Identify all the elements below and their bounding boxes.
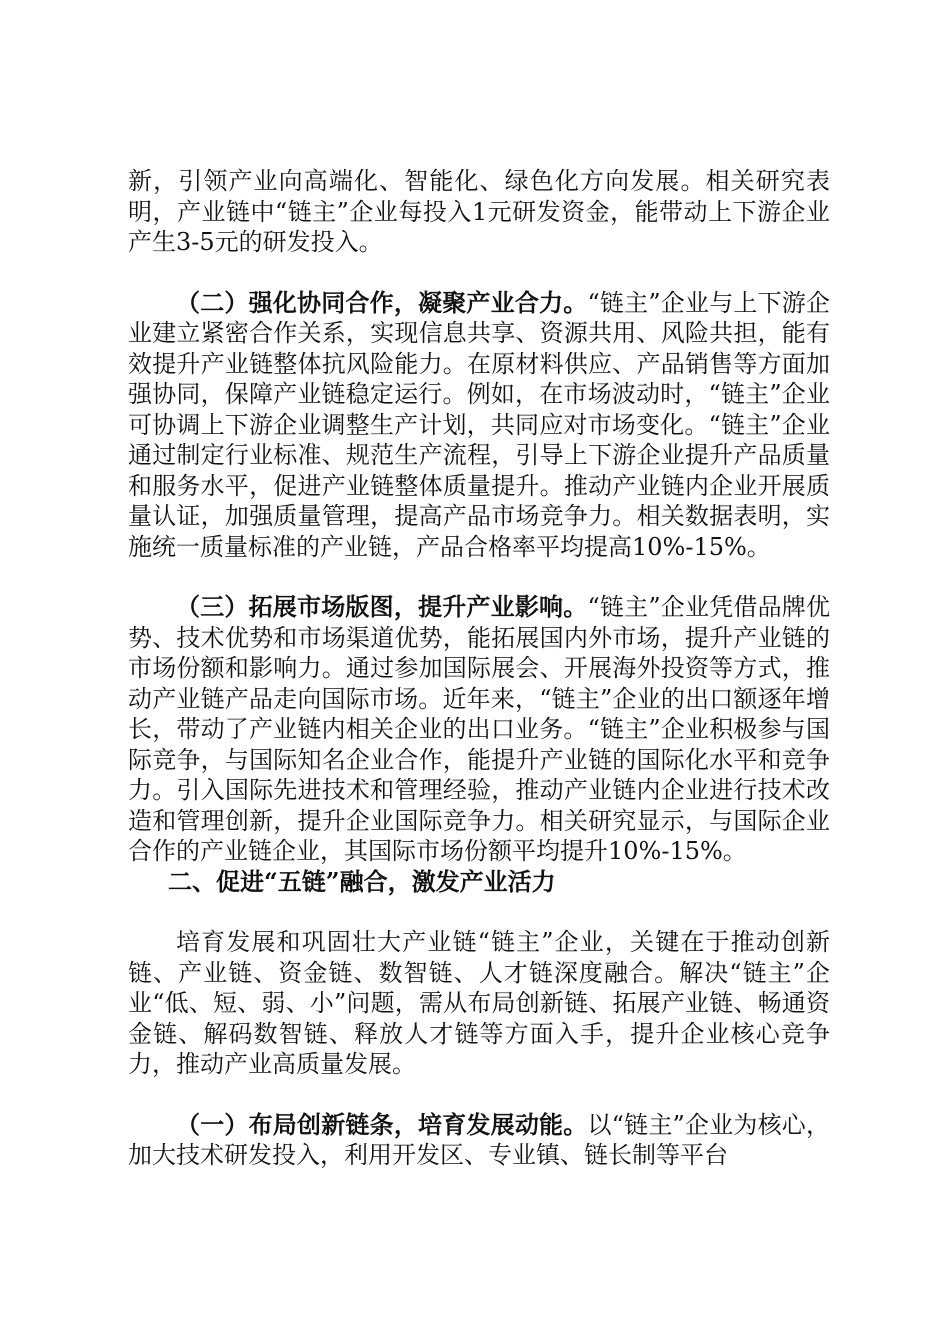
section-heading-five-chains: 二、促进“五链”融合，激发产业活力 [168,866,556,896]
section-title-market: （三）拓展市场版图，提升产业影响。 [176,592,588,621]
section-body-collaboration: “链主”企业与上下游企业建立紧密合作关系，实现信息共享、资源共用、风险共担，能有效提升产业链整体抗风险能力。在原材料供应、产品销售等方面加强协同，保障产业链稳定运行。例如，在市场波动时，“链主”企业可协调上下游企业调整生产计划，共同应对市场变化。“链主”企业通过制定行业标准、规范生产流程，引导上下游企业提升产品质量和服务水平，促进产业链整体质量提升。推动产业链内企业开展质量认证，加强质量管理，提高产品市场竞争力。相关数据表明，实施统一质量标准的产业链，产品合格率平均提高10%-15%。 [128,288,830,561]
paragraph-collaboration [128,288,830,563]
section-body-innovation: 以“链主”企业为核心，加大技术研发投入，利用开发区、专业镇、链长制等平台 [128,1110,830,1169]
document-page [128,166,830,1171]
paragraph-market [128,592,830,867]
paragraph-continuation: 新，引领产业向高端化、智能化、绿色化方向发展。相关研究表明，产业链中“链主”企业每投入1元研发资金，能带动上下游企业产生3-5元的研发投入。 [128,167,830,256]
paragraph-five-chains-intro: 培育发展和巩固壮大产业链“链主”企业，关键在于推动创新链、产业链、资金链、数智链、人才链深度融合。解决“链主”企业“低、短、弱、小”问题，需从布局创新链、拓展产业链、畅通资金链、解码数智链、释放人才链等方面入手，提升企业核心竞争力，推动产业高质量发展。 [128,928,830,1078]
paragraph-innovation-chain [128,1110,830,1171]
section-title-innovation: （一）布局创新链条，培育发展动能。 [176,1109,588,1139]
section-body-market: “链主”企业凭借品牌优势、技术优势和市场渠道优势，能拓展国内外市场，提升产业链的市场份额和影响力。通过参加国际展会、开展海外投资等方式，推动产业链产品走向国际市场。近年来，“链主”企业的出口额逐年增长，带动了产业链内相关企业的出口业务。“链主”企业积极参与国际竞争，与国际知名企业合作，能提升产业链的国际化水平和竞争力。引入国际先进技术和管理经验，推动产业链内企业进行技术改造和管理创新，提升企业国际竞争力。相关研究显示，与国际企业合作的产业链企业，其国际市场份额平均提升10%-15%。 [128,593,830,865]
section-title-collaboration: （二）强化协同合作，凝聚产业合力。 [176,287,588,317]
